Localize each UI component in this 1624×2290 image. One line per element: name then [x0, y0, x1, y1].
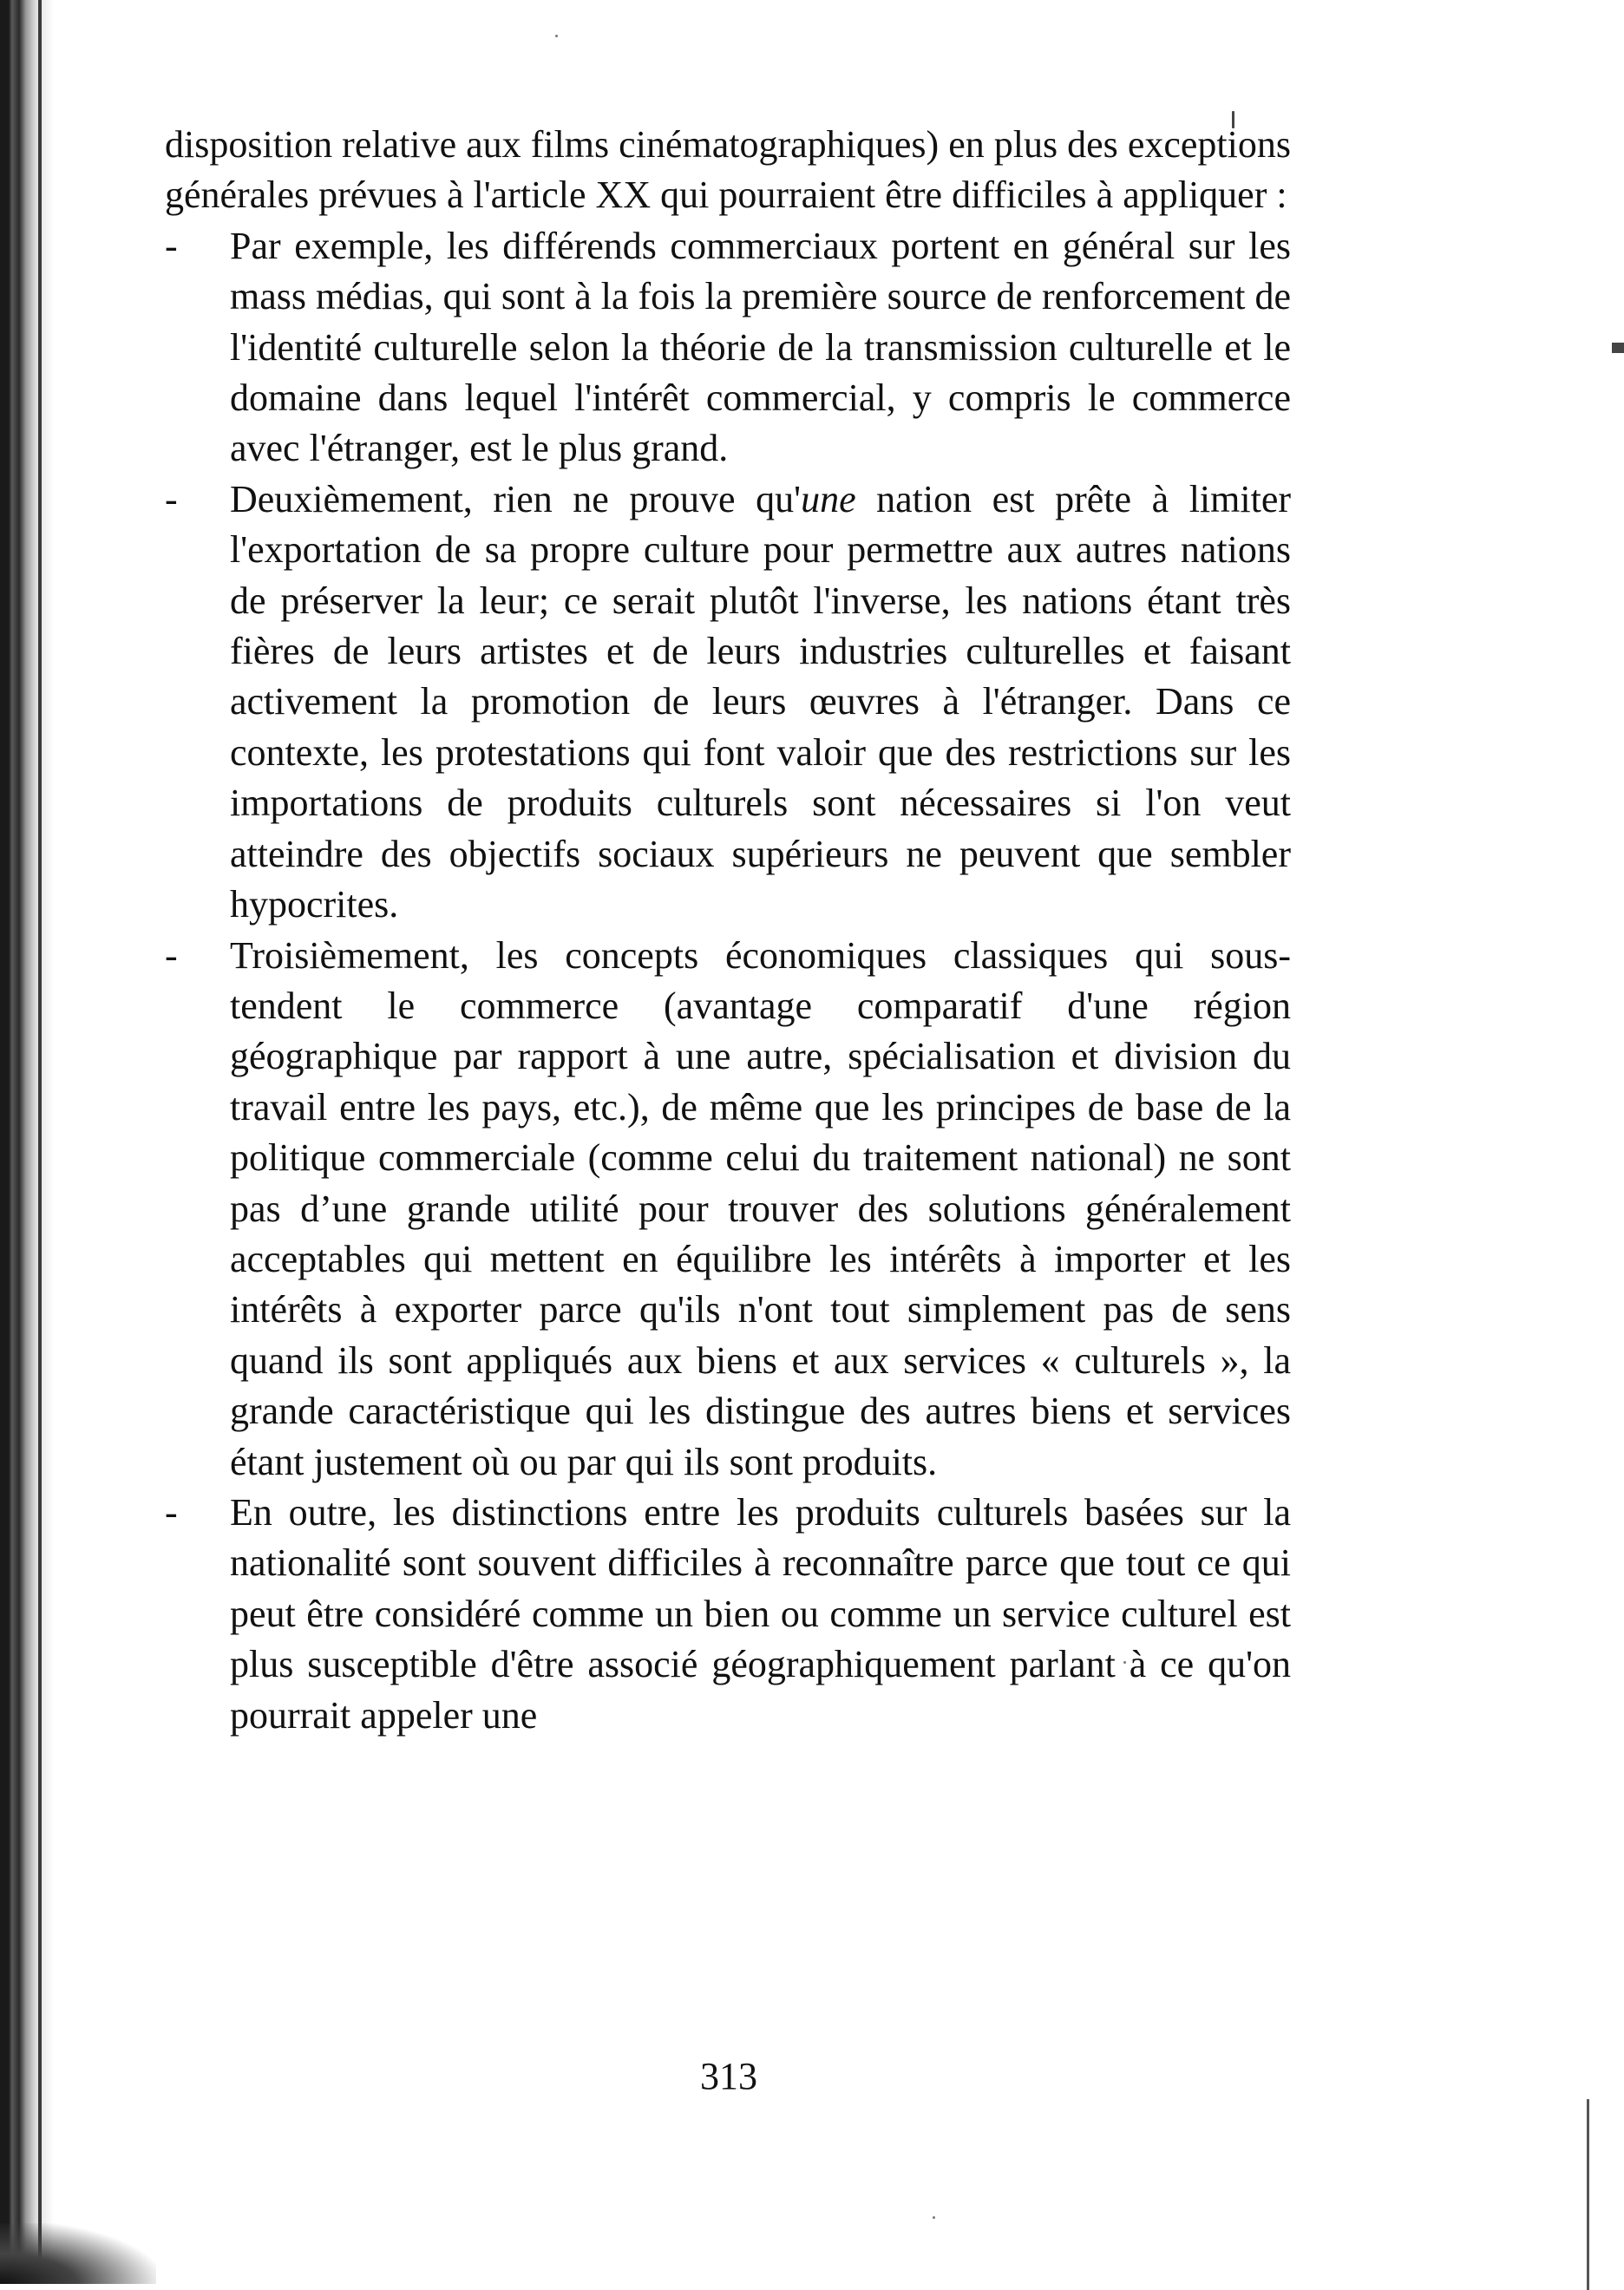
bullet-dash: - [165, 477, 178, 520]
list-item [165, 474, 1291, 931]
page-binding-line [38, 0, 42, 2284]
page-binding-shadow [0, 0, 54, 2284]
page-number: 313 [700, 2055, 757, 2097]
bullet-dash: - [165, 224, 178, 267]
list-item [165, 221, 1291, 474]
bullet-dash: - [165, 1490, 178, 1534]
scan-speck [555, 35, 558, 37]
intro-paragraph: disposition relative aux films cinématographiques) en plus des exceptions générales prévues à l'article XX qui pourraient être difficiles à appliquer : [165, 123, 1291, 217]
bullet-text: En outre, les distinctions entre les produits culturels basées sur la nationalité sont souvent difficiles à reconnaître parce que tout ce qui peut être considéré comme un bien ou comme un service culturel est plus susceptible d'être associé géographiquement parlant à ce qu'on pourrait appeler une [230, 1490, 1291, 1737]
list-item [165, 1488, 1291, 1741]
bullet-text-rest: nation est prête à limiter l'exportation de sa propre culture pour permettre aux autres nations de préserver la leur; ce serait plutôt l'inverse, les nations étant très fières de leurs artistes et de leurs industries culturelles et faisant activement la promotion de leurs œuvres à l'étranger. Dans ce contexte, les protestations qui font valoir que des restrictions sur les importations de produits culturels sont nécessaires si l'on veut atteindre des objectifs sociaux supérieurs ne peuvent que sembler hypocrites. [230, 477, 1291, 926]
list-item [165, 931, 1291, 1488]
bullet-text [230, 478, 1291, 926]
scan-mark [1587, 2099, 1589, 2290]
emphasized-word: une [801, 477, 856, 520]
bullet-text: Troisièmement, les concepts économiques classiques qui sous-tendent le commerce (avantage comparatif d'une région géographique par rapport à une autre, spécialisation et division du travail entre les pays, etc.), de même que les principes de base de la politique commerciale (comme celui du traitement national) ne sont pas d’une grande utilité pour trouver des solutions généralement acceptables qui mettent en équilibre les intérêts à importer et les intérêts à exporter parce qu'ils n'ont tout simplement pas de sens quand ils sont appliqués aux biens et aux services « culturels », la grande caractéristique qui les distingue des autres biens et services étant justement où ou par qui ils sont produits. [230, 933, 1291, 1483]
page-body [165, 120, 1291, 1741]
scan-mark [1612, 343, 1624, 353]
page-corner-shadow [0, 2223, 156, 2284]
bullet-text-start: Deuxièmement, rien ne prouve qu' [230, 477, 802, 520]
bullet-text: Par exemple, les différends commerciaux portent en général sur les mass médias, qui sont à la fois la première source de renforcement de l'identité culturelle selon la théorie de la transmission culturelle et le domaine dans lequel l'intérêt commercial, y compris le commerce avec l'étranger, est le plus grand. [230, 224, 1291, 470]
bullet-dash: - [165, 933, 178, 977]
scan-speck [933, 2216, 935, 2219]
